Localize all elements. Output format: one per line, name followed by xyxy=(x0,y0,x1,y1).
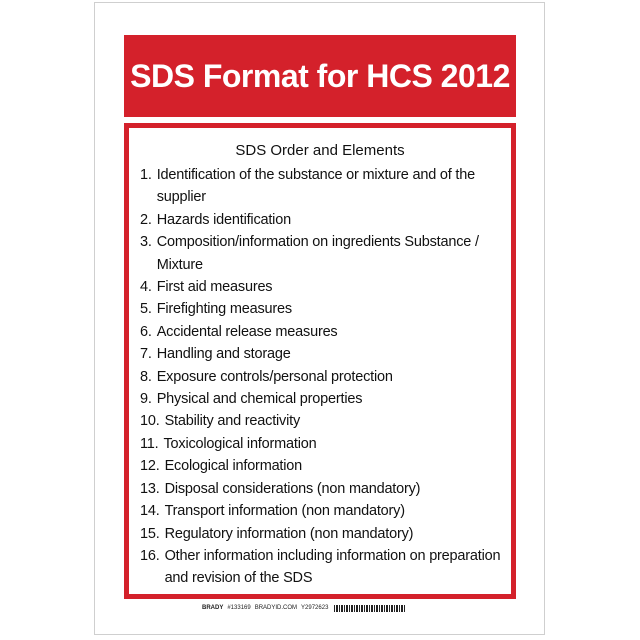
item-text: Other information including information on preparation and revision of the SDS xyxy=(164,547,501,587)
item-number: 9. xyxy=(140,391,152,408)
brand-url: BRADYID.COM xyxy=(254,605,298,611)
content-frame xyxy=(124,123,516,599)
item-number: 14. xyxy=(140,503,160,520)
list-item xyxy=(140,298,505,320)
list-item xyxy=(140,209,505,231)
list-item xyxy=(140,321,505,343)
item-number: 5. xyxy=(140,301,152,318)
item-text: Firefighting measures xyxy=(156,301,292,318)
list-item xyxy=(140,164,505,209)
list-item xyxy=(140,500,505,522)
brand-logo: BRADY xyxy=(202,605,224,611)
item-text: Handling and storage xyxy=(156,346,291,363)
list-item xyxy=(140,276,505,298)
list-item xyxy=(140,433,505,455)
list-heading: SDS Order and Elements xyxy=(235,142,405,159)
list-item xyxy=(140,478,505,500)
sds-elements-list xyxy=(140,164,505,590)
list-item xyxy=(140,231,505,276)
item-number: 11. xyxy=(140,435,159,452)
item-text: Disposal considerations (non mandatory) xyxy=(164,480,421,497)
item-number: 8. xyxy=(140,368,152,385)
item-text: Transport information (non mandatory) xyxy=(164,503,405,520)
list-item xyxy=(140,410,505,432)
item-text: Identification of the substance or mixture and of the supplier xyxy=(156,167,475,206)
list-item xyxy=(140,523,505,545)
item-text: Toxicological information xyxy=(163,435,317,452)
item-text: Stability and reactivity xyxy=(164,413,300,430)
item-number: 6. xyxy=(140,323,152,340)
item-text: Regulatory information (non mandatory) xyxy=(164,525,414,542)
list-item xyxy=(140,343,505,365)
barcode-icon xyxy=(334,605,406,612)
item-text: Accidental release measures xyxy=(156,323,338,340)
item-number: 7. xyxy=(140,346,152,363)
product-code: Y2972623 xyxy=(301,605,329,611)
item-number: 15. xyxy=(140,525,160,542)
item-number: 3. xyxy=(140,234,152,251)
item-text: First aid measures xyxy=(156,279,273,296)
item-text: Composition/information on ingredients Substance / Mixture xyxy=(156,234,479,273)
list-item xyxy=(140,366,505,388)
sign-title: SDS Format for HCS 2012 xyxy=(130,57,510,94)
item-text: Hazards identification xyxy=(156,211,291,228)
list-item xyxy=(140,545,505,590)
item-text: Physical and chemical properties xyxy=(156,391,363,408)
item-text: Ecological information xyxy=(164,458,303,475)
item-number: 10. xyxy=(140,413,160,430)
sign-header xyxy=(124,35,516,117)
item-text: Exposure controls/personal protection xyxy=(156,368,393,385)
item-number: 16. xyxy=(140,547,160,564)
sign-footer xyxy=(202,603,562,613)
part-number: #133169 xyxy=(227,605,251,611)
item-number: 4. xyxy=(140,279,152,296)
list-item xyxy=(140,388,505,410)
list-item xyxy=(140,455,505,477)
content-panel xyxy=(129,128,511,594)
item-number: 13. xyxy=(140,480,160,497)
item-number: 12. xyxy=(140,458,160,475)
item-number: 1. xyxy=(140,167,152,183)
item-number: 2. xyxy=(140,211,152,228)
